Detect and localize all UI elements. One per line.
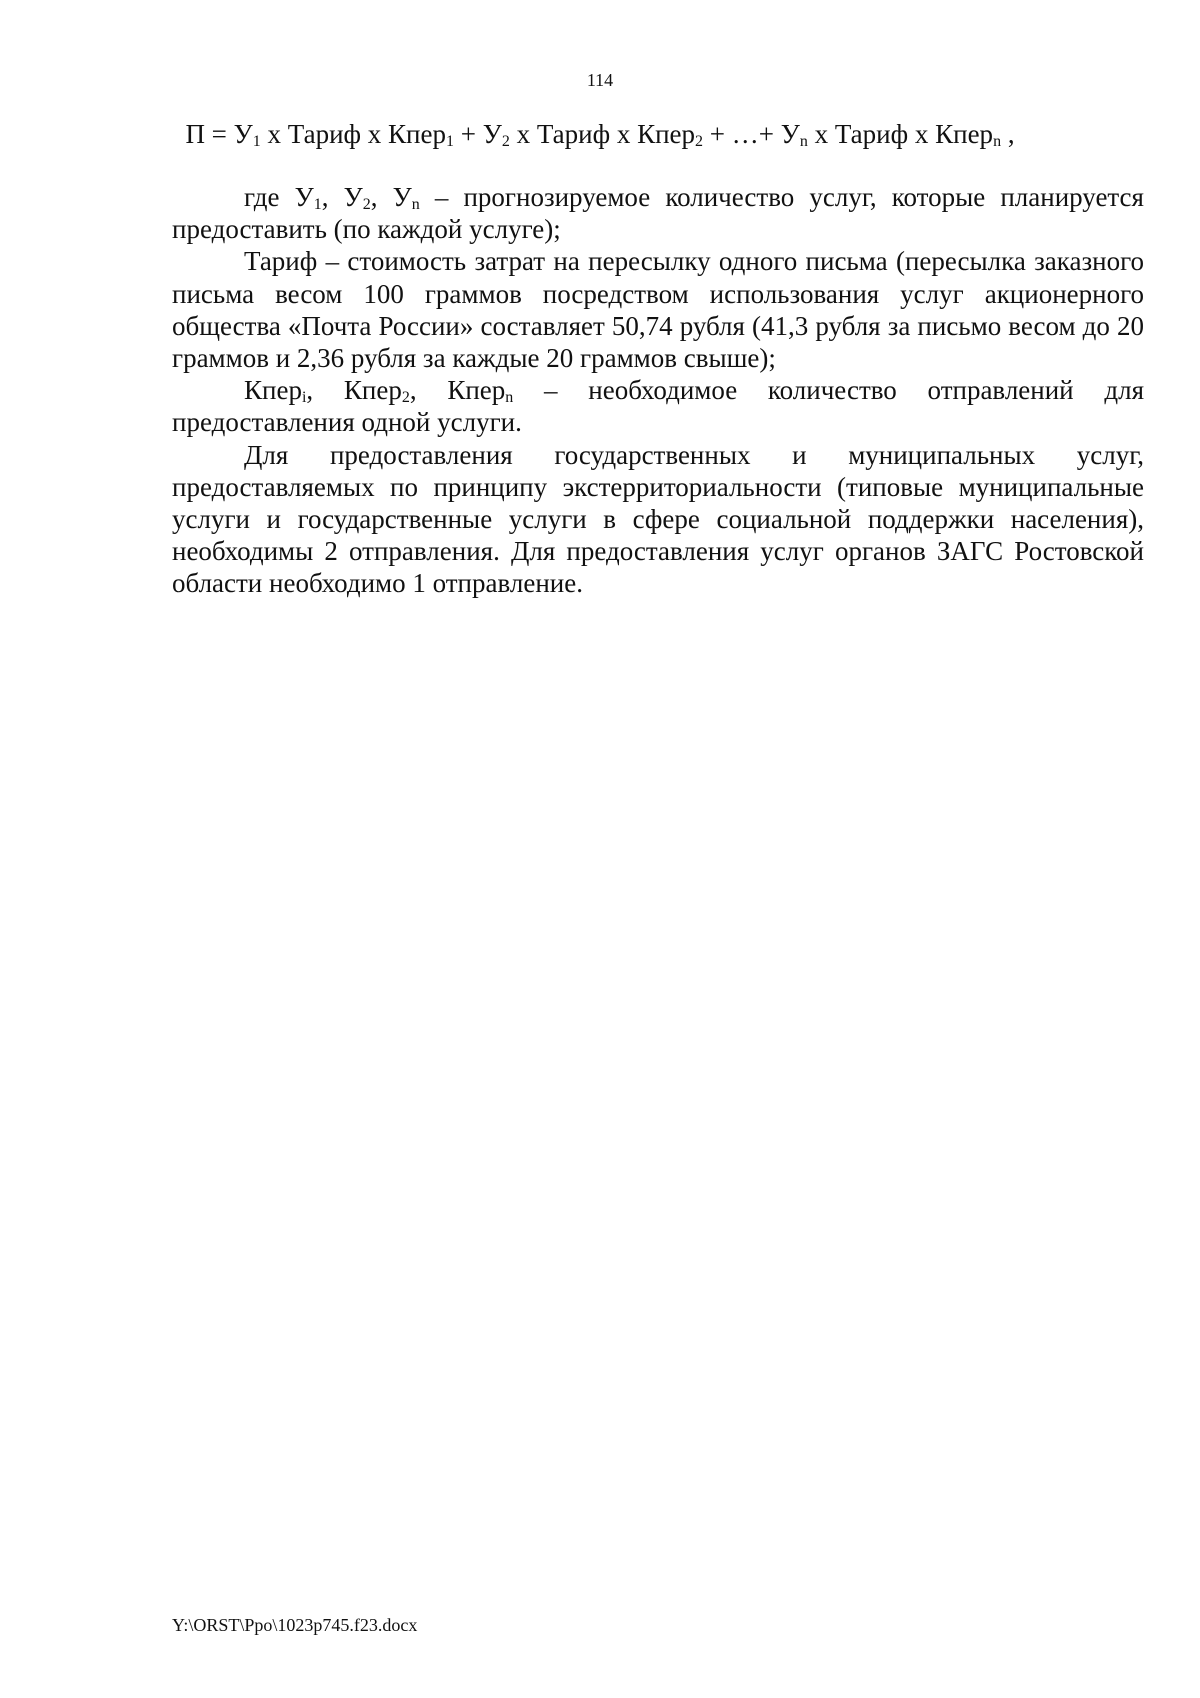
paragraph-tariff: Тариф – стоимость затрат на пересылку одного письма (пересылка заказного письма весом 100 граммов посредством использования услуг акционерного общества «Почта России» составляет 50,74 рубля (41,3 рубля за письмо весом до 20 граммов и 2,36 рубля за каждые 20 граммов свыше); <box>172 246 1144 374</box>
footer-file-path: Y:\ORST\Ppo\1023p745.f23.docx <box>172 1615 418 1635</box>
paragraph-shipments: Для предоставления государственных и муниципальных услуг, предоставляемых по принципу экстерриториальности (типовые муниципальные услуги и государственные услуги в сфере социальной поддержки населения), необходимы 2 отправления. Для предоставления услуг органов ЗАГС Ростовской области необходимо 1 отправление. <box>172 439 1144 599</box>
page-number: 114 <box>586 70 614 90</box>
formula: $П = У_1$ х Тариф х Кпер$_1$ + $У_2$ х Тариф х Кпер$_2$ + …+ $У_n$ х Тариф х Кпер$_n$ , <box>185 119 1015 150</box>
paragraph-variables-kper: Кпер$_i$, Кпер$_2$, Кпер$_n$ – необходимое количество отправлений для предоставления одной услуги. <box>172 375 1144 438</box>
paragraph-variables-u: где $У_1$, $У_2$, $У_n$ – прогнозируемое количество услуг, которые планируется предоставить (по каждой услуге); <box>172 182 1144 245</box>
document-body <box>172 181 1144 600</box>
